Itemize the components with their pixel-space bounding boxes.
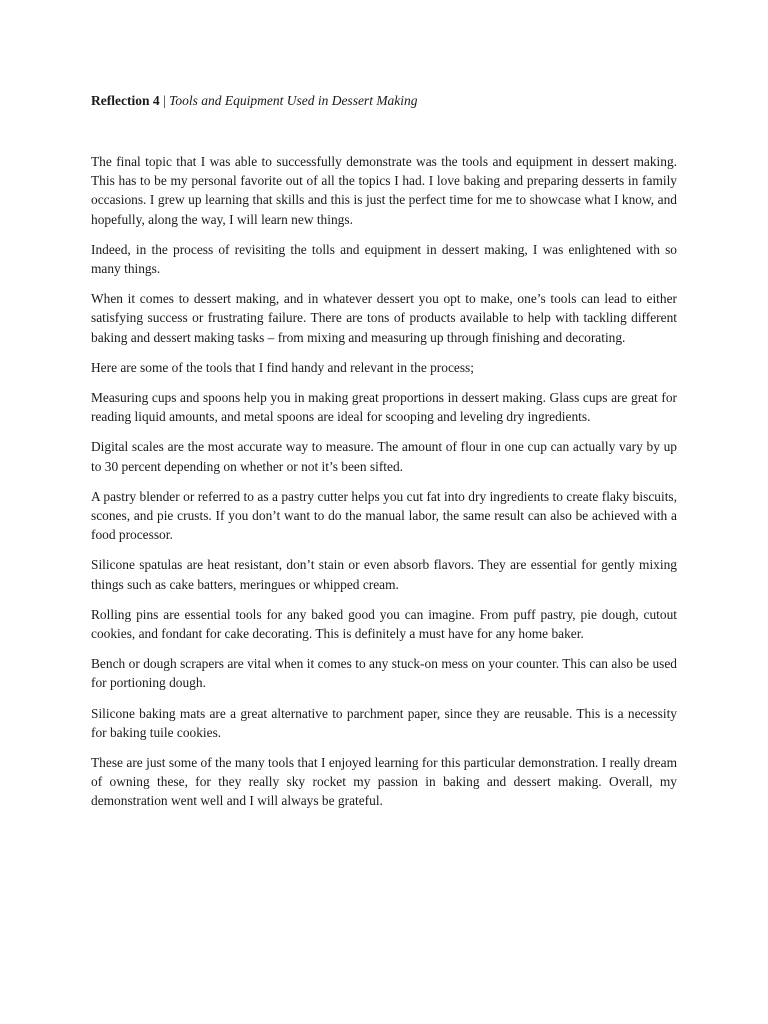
title-separator: | (159, 93, 170, 108)
title-subtitle: Tools and Equipment Used in Dessert Making (169, 93, 418, 108)
paragraph: The final topic that I was able to successfully demonstrate was the tools and equipment in dessert making. This has to be my personal favorite out of all the topics I had. I love baking and preparing desserts in family occasions. I grew up learning that skills and this is just the perfect time for me to showcase what I know, and hopefully, along the way, I will learn new things. (91, 154, 677, 227)
paragraph: Here are some of the tools that I find handy and relevant in the process; (91, 359, 474, 375)
paragraph: These are just some of the many tools that I enjoyed learning for this particular demonstration. I really dream of owning these, for they really sky rocket my passion in baking and dessert making. Overall, my demonstration went well and I will always be grateful. (91, 755, 677, 809)
paragraph: Measuring cups and spoons help you in making great proportions in dessert making. Glass cups are great for reading liquid amounts, and metal spoons are ideal for scooping and leveling dry ingredients. (91, 390, 677, 425)
paragraph: A pastry blender or referred to as a pastry cutter helps you cut fat into dry ingredients to create flaky biscuits, scones, and pie crusts. If you don’t want to do the manual labor, the same result can also be achieved with a food processor. (91, 488, 677, 543)
paragraph: Silicone baking mats are a great alternative to parchment paper, since they are reusable. This is a necessity for baking tuile cookies. (91, 705, 677, 740)
document-title (91, 93, 418, 109)
paragraph: Indeed, in the process of revisiting the tolls and equipment in dessert making, I was enlightened with so many things. (91, 241, 677, 277)
paragraph: Digital scales are the most accurate way to measure. The amount of flour in one cup can actually vary by up to 30 percent depending on whether or not it’s been sifted. (91, 439, 677, 474)
title-heading: Reflection 4 (91, 93, 160, 108)
paragraph: Rolling pins are essential tools for any baked good you can imagine. From puff pastry, pie dough, cutout cookies, and fondant for cake decorating. This is definitely a must have for any home baker. (91, 606, 677, 642)
document-body (91, 152, 677, 822)
paragraph: Bench or dough scrapers are vital when it comes to any stuck-on mess on your counter. This can also be used for portioning dough. (91, 656, 677, 691)
paragraph: Silicone spatulas are heat resistant, don’t stain or even absorb flavors. They are essential for gently mixing things such as cake batters, meringues or whipped cream. (91, 557, 677, 592)
paragraph: When it comes to dessert making, and in whatever dessert you opt to make, one’s tools can lead to either satisfying success or frustrating failure. There are tons of products available to help with tackling different baking and dessert making tasks – from mixing and measuring up through finishing and decorating. (91, 291, 677, 345)
